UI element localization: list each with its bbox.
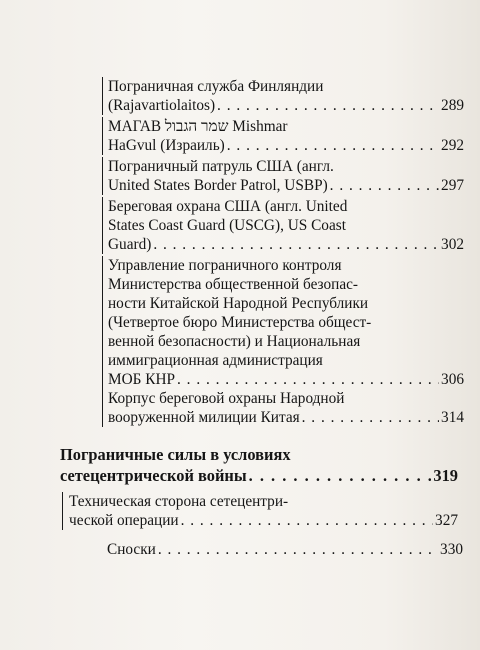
toc-entry-title-end: МОБ КНР xyxy=(108,371,176,388)
page-number: 319 xyxy=(433,466,458,485)
toc-entry-title-line: Управление пограничного контроля xyxy=(108,257,342,274)
toc-entry-usbp xyxy=(102,157,464,195)
toc-entry-magav xyxy=(102,117,464,155)
hebrew-title: שמר הגבול xyxy=(164,118,229,135)
leader-dots xyxy=(177,370,439,389)
leader-dots xyxy=(181,511,433,530)
toc-entry-title-line: Пограничный патруль США (англ. xyxy=(108,158,334,175)
subentry-body xyxy=(62,492,458,530)
toc-entry-title-line: венной безопасности) и Национальная xyxy=(108,333,361,350)
page-number: 302 xyxy=(441,236,464,253)
leader-dots xyxy=(302,408,439,427)
toc-entry-title-end: HaGvul (Израиль) xyxy=(108,137,225,154)
leader-dots xyxy=(249,465,432,486)
page-number: 327 xyxy=(435,512,458,529)
toc-entry-last-line xyxy=(108,408,464,427)
toc-entry-latin: Mishmar xyxy=(232,118,288,135)
toc-entry-uscg xyxy=(102,197,464,254)
toc-subentry-footnotes xyxy=(102,540,463,559)
page-number: 330 xyxy=(440,541,463,558)
leader-dots xyxy=(227,136,439,155)
toc-entry-prefix: МАГАВ xyxy=(108,118,165,135)
toc-entry-china-coast-guard xyxy=(102,389,464,427)
page-number: 314 xyxy=(441,409,464,426)
page-number: 289 xyxy=(441,97,464,114)
toc-entry-last-line xyxy=(108,136,464,155)
toc-entry-title-line: Корпус береговой охраны Народной xyxy=(108,390,345,407)
toc-entry-title-end: (Rajavartiolaitos) xyxy=(108,97,216,114)
toc-entry-last-line xyxy=(107,540,463,559)
toc-entry-title-line xyxy=(108,117,464,136)
toc-entry-title-line: Техническая сторона сетецентри- xyxy=(69,493,289,510)
section-last-line xyxy=(60,465,458,486)
toc-entry-title-end: United States Border Patrol, USBP) xyxy=(108,177,328,194)
toc-entry-title-line: иммиграционная администрация xyxy=(108,352,323,369)
toc-entry-last-line xyxy=(108,96,464,115)
page-number: 297 xyxy=(441,177,464,194)
leader-dots xyxy=(158,540,438,559)
toc-entry-title-line: Пограничная служба Финляндии xyxy=(108,78,324,95)
toc-entry-title-end: вооруженной милиции Китая xyxy=(108,409,300,426)
toc-entry-china-border xyxy=(102,256,464,389)
section-title-end: сетецентрической войны xyxy=(60,466,247,485)
section-title-line: Пограничные силы в условиях xyxy=(60,445,291,464)
toc-entry-title-line: (Четвертое бюро Министерства общест- xyxy=(108,314,372,331)
toc-entry-title-end: Guard) xyxy=(108,236,152,253)
toc-entry-title-line: ности Китайской Народной Республики xyxy=(108,295,369,312)
page-number: 292 xyxy=(441,137,464,154)
toc-entry-last-line xyxy=(108,235,464,254)
toc-entry-finland xyxy=(102,77,464,115)
toc-entry-last-line xyxy=(69,511,458,530)
toc-entry-title-end: ческой операции xyxy=(69,512,179,529)
toc-section-network-centric xyxy=(60,444,458,486)
leader-dots xyxy=(330,176,439,195)
toc-subentry-technical xyxy=(62,492,458,530)
page-number: 306 xyxy=(441,371,464,388)
toc-entry-title-line: Береговая охрана США (англ. United xyxy=(108,198,348,215)
toc-entry-title-line: Министерства общественной безопас- xyxy=(108,276,359,293)
toc-entry-last-line xyxy=(108,176,464,195)
toc-entry-last-line xyxy=(108,370,464,389)
leader-dots xyxy=(153,235,439,254)
toc-entry-title-line: States Coast Guard (USCG), US Coast xyxy=(108,217,346,234)
toc-entry-title-end: Сноски xyxy=(107,541,156,558)
leader-dots xyxy=(217,96,439,115)
